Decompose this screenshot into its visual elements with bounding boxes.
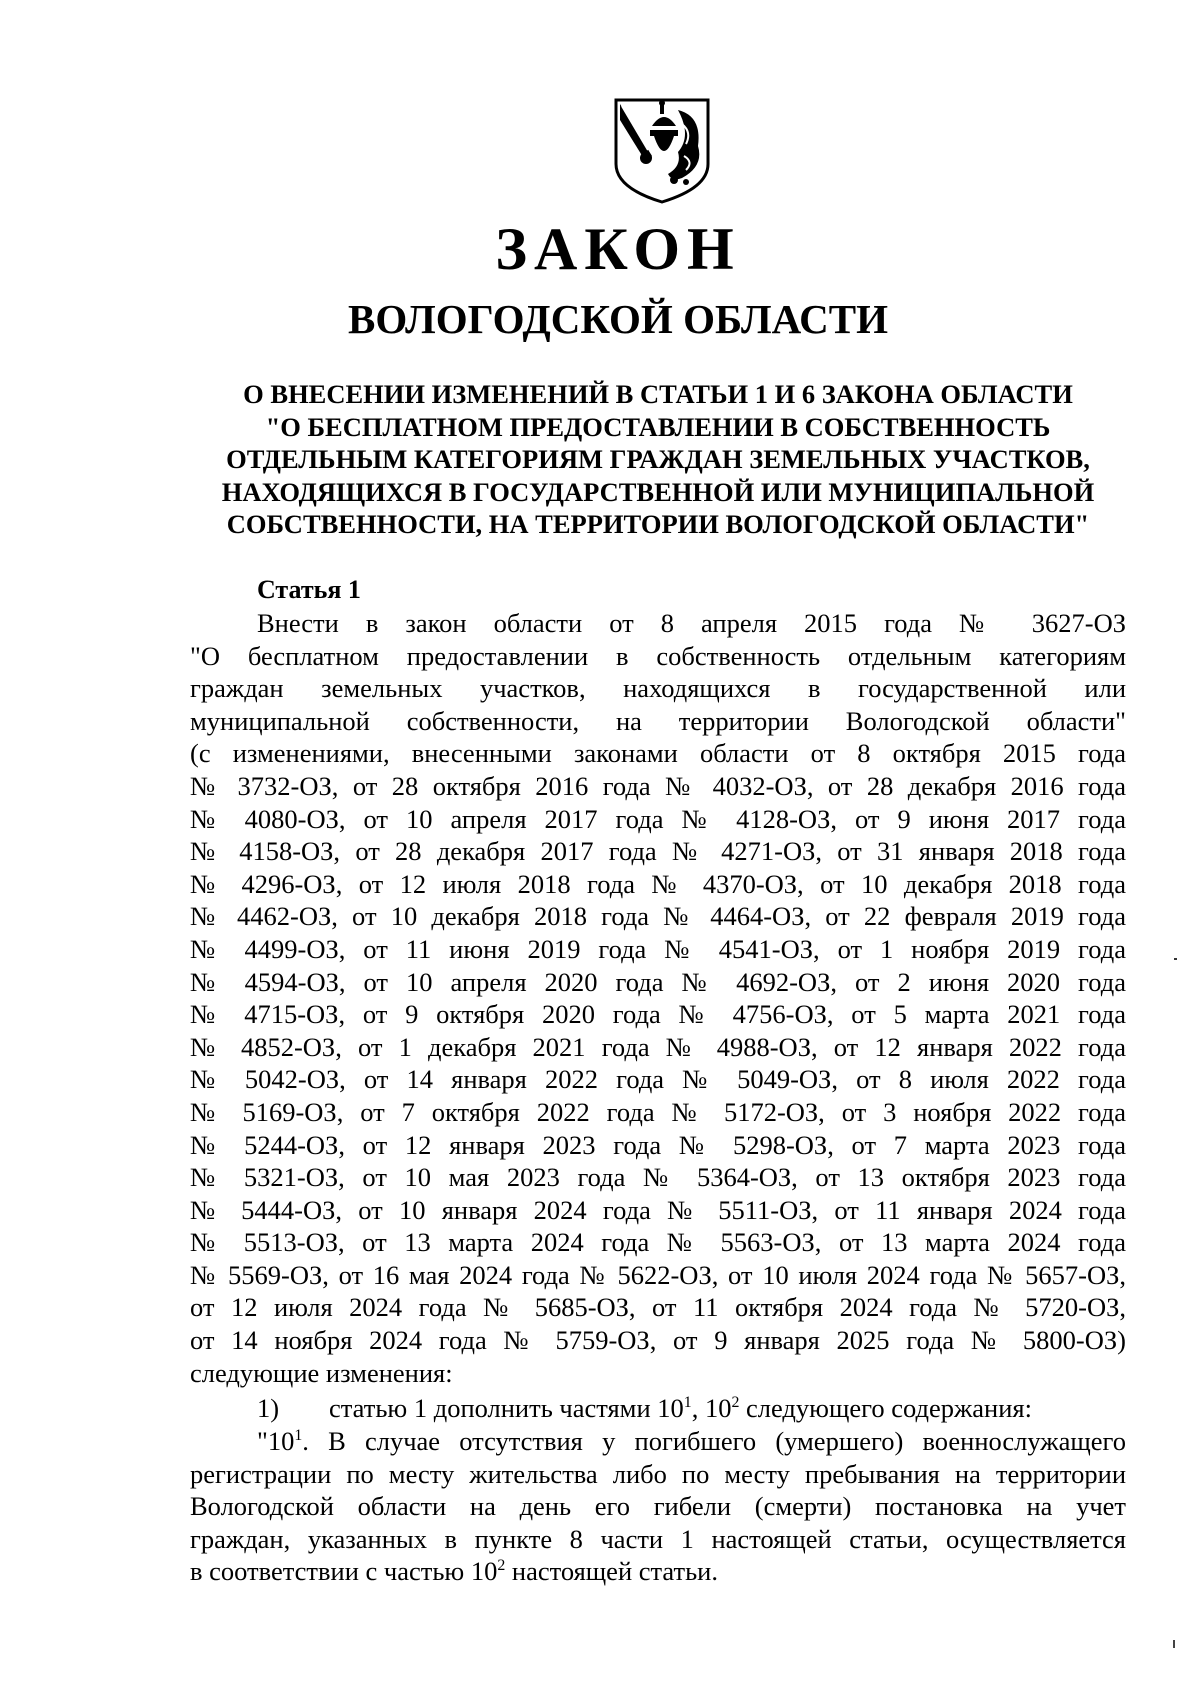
scan-speck: [1174, 958, 1177, 960]
body-line: № 4080-ОЗ, от 10 апреля 2017 года № 4128-ОЗ, от 9 июня 2017 года: [190, 803, 1126, 834]
body-line: № 5513-ОЗ, от 13 марта 2024 года № 5563-ОЗ, от 13 марта 2024 года: [190, 1227, 1126, 1258]
body-line: № 4462-ОЗ, от 10 декабря 2018 года № 4464-ОЗ, от 22 февраля 2019 года: [190, 901, 1126, 932]
body-line: следующие изменения:: [190, 1357, 453, 1388]
list-item-number: 1): [257, 1393, 280, 1423]
body-line: № 5244-ОЗ, от 12 января 2023 года № 5298-ОЗ, от 7 марта 2023 года: [190, 1129, 1126, 1160]
body-line: № 4296-ОЗ, от 12 июля 2018 года № 4370-ОЗ, от 10 декабря 2018 года: [190, 868, 1126, 899]
body-line: № 4594-ОЗ, от 10 апреля 2020 года № 4692-ОЗ, от 2 июня 2020 года: [190, 966, 1126, 997]
body-line: граждан земельных участков, находящихся в государственной или: [190, 673, 1126, 704]
law-name: [190, 378, 1126, 541]
body-line: № 5569-ОЗ, от 16 мая 2024 года № 5622-ОЗ, от 10 июля 2024 года № 5657-ОЗ,: [190, 1259, 1126, 1290]
scan-speck: [1173, 1640, 1175, 1648]
quote-line: граждан, указанных в пункте 8 части 1 настоящей статьи, осуществляется: [190, 1523, 1126, 1554]
law-name-line: О ВНЕСЕНИИ ИЗМЕНЕНИЙ В СТАТЬИ 1 И 6 ЗАКОНА ОБЛАСТИ: [243, 379, 1073, 409]
quote-text: в соответствии с частью 10: [190, 1556, 498, 1587]
body-line: № 5321-ОЗ, от 10 мая 2023 года № 5364-ОЗ, от 13 октября 2023 года: [190, 1162, 1126, 1193]
article-1-title: Статья 1: [257, 575, 361, 604]
body-line: № 4158-ОЗ, от 28 декабря 2017 года № 4271-ОЗ, от 31 января 2018 года: [190, 836, 1126, 867]
body-line: № 4715-ОЗ, от 9 октября 2020 года № 4756-ОЗ, от 5 марта 2021 года: [190, 999, 1126, 1030]
body-line: № 5169-ОЗ, от 7 октября 2022 года № 5172-ОЗ, от 3 ноября 2022 года: [190, 1096, 1126, 1127]
quoted-amendment: [190, 1425, 1126, 1588]
quote-text: настоящей статьи.: [505, 1556, 718, 1587]
quote-line: [190, 1555, 1126, 1588]
document-title: ЗАКОН: [495, 216, 741, 282]
list-item-text: , 10: [691, 1393, 732, 1423]
law-name-line: "О БЕСПЛАТНОМ ПРЕДОСТАВЛЕНИИ В СОБСТВЕННОСТЬ: [265, 411, 1051, 442]
body-line: муниципальной собственности, на территории Вологодской области": [190, 705, 1126, 736]
quote-line: [190, 1425, 1126, 1458]
list-item-text: статью 1 дополнить частями 10: [329, 1393, 684, 1423]
body-line: № 4499-ОЗ, от 11 июня 2019 года № 4541-ОЗ, от 1 ноября 2019 года: [190, 933, 1126, 964]
body-line: № 5042-ОЗ, от 14 января 2022 года № 5049-ОЗ, от 8 июля 2022 года: [190, 1064, 1126, 1095]
body-line: № 4852-ОЗ, от 1 декабря 2021 года № 4988-ОЗ, от 12 января 2022 года: [190, 1031, 1126, 1062]
coat-of-arms-emblem: [612, 96, 712, 206]
body-line: от 12 июля 2024 года № 5685-ОЗ, от 11 октября 2024 года № 5720-ОЗ,: [190, 1292, 1126, 1323]
law-name-line: СОБСТВЕННОСТИ, НА ТЕРРИТОРИИ ВОЛОГОДСКОЙ ОБЛАСТИ": [226, 509, 1090, 539]
list-item-text: следующего содержания:: [739, 1393, 1032, 1423]
law-name-line: ОТДЕЛЬНЫМ КАТЕГОРИЯМ ГРАЖДАН ЗЕМЕЛЬНЫХ УЧАСТКОВ,: [226, 444, 1090, 474]
superscript: 1: [294, 1427, 303, 1445]
law-name-line: НАХОДЯЩИХСЯ В ГОСУДАРСТВЕННОЙ ИЛИ МУНИЦИПАЛЬНОЙ: [221, 476, 1095, 507]
document-region: ВОЛОГОДСКОЙ ОБЛАСТИ: [347, 296, 889, 342]
list-item-1: [257, 1392, 1032, 1425]
body-line: (с изменениями, внесенными законами области от 8 октября 2015 года: [190, 738, 1126, 769]
quote-line: регистрации по месту жительства либо по месту пребывания на территории: [190, 1458, 1126, 1489]
article-1-body: [190, 607, 1126, 1389]
superscript: 1: [683, 1394, 692, 1412]
quote-line: Вологодской области на день его гибели (смерти) постановка на учет: [190, 1491, 1126, 1522]
superscript: 2: [731, 1394, 740, 1412]
body-line: № 5444-ОЗ, от 10 января 2024 года № 5511-ОЗ, от 11 января 2024 года: [190, 1194, 1126, 1225]
body-line: № 3732-ОЗ, от 28 октября 2016 года № 4032-ОЗ, от 28 декабря 2016 года: [190, 770, 1126, 801]
quote-text: "10: [257, 1426, 295, 1456]
body-line: Внести в закон области от 8 апреля 2015 года № 3627-ОЗ: [257, 608, 1126, 638]
body-line: от 14 ноября 2024 года № 5759-ОЗ, от 9 января 2025 года № 5800-ОЗ): [190, 1325, 1126, 1356]
quote-text: . В случае отсутствия у погибшего (умершего) военнослужащего: [302, 1426, 1126, 1456]
superscript: 2: [497, 1557, 506, 1575]
body-line: "О бесплатном предоставлении в собственность отдельным категориям: [190, 640, 1126, 671]
